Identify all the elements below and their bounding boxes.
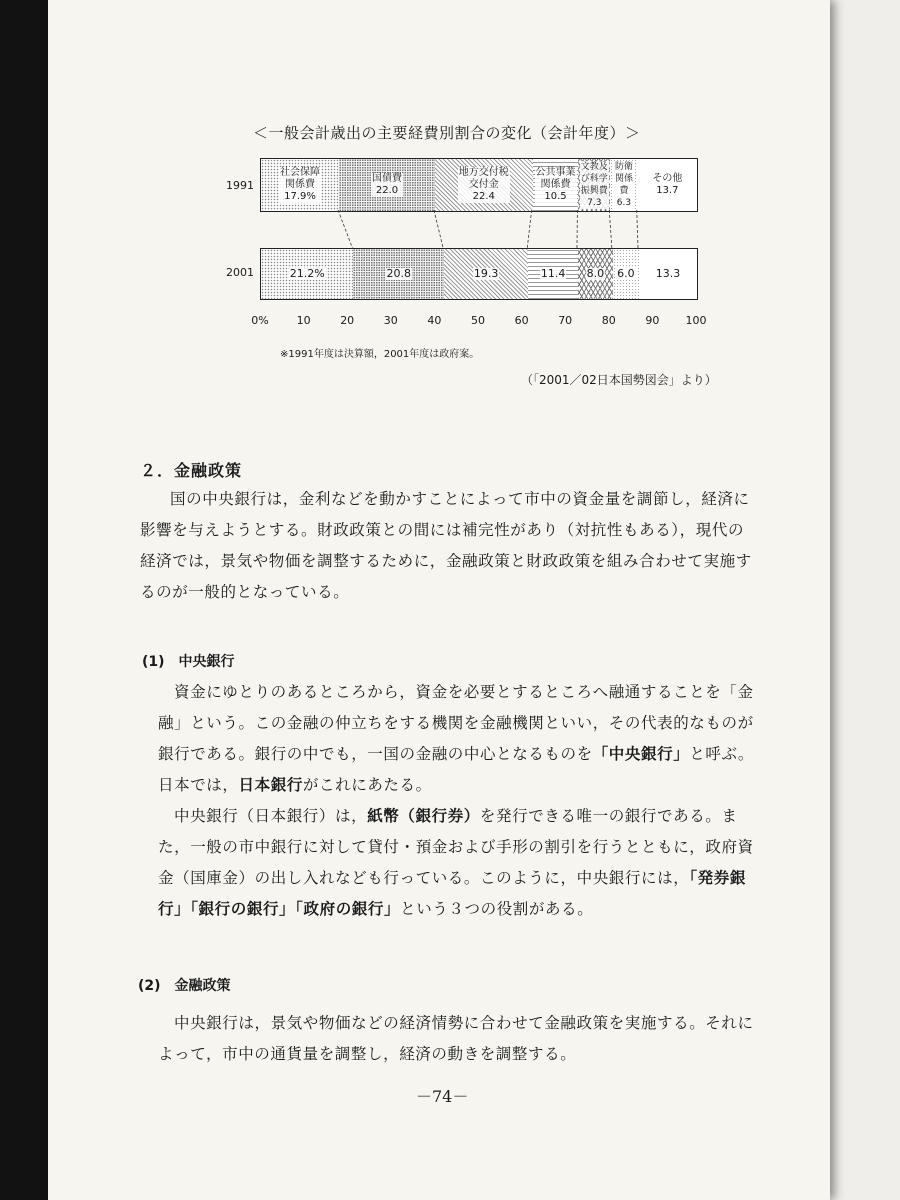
- bar-segment-1991-local-tax-grant: [435, 159, 534, 211]
- connector-line: [637, 210, 638, 248]
- x-tick-label: 100: [685, 314, 707, 327]
- subsection-1-heading: (1) 中央銀行: [142, 654, 235, 670]
- segment-label: 20.8: [386, 267, 412, 280]
- bar-segment-1991-defense: [610, 159, 638, 211]
- connector-line: [338, 210, 352, 248]
- bar-segment-2001-defense: [613, 249, 640, 299]
- segment-label: 8.0: [586, 267, 605, 280]
- bar-segment-2001-other: [639, 249, 697, 299]
- chart-title: ＜一般会計歳出の主要経費別割合の変化（会計年度）＞: [253, 124, 641, 142]
- document-page: [48, 0, 830, 1200]
- p1-text-c: と呼ぶ。日本では，: [158, 745, 755, 794]
- segment-label: 文教及 び科学 振興費 7.3: [580, 162, 608, 208]
- bar-segment-2001-education-science: [578, 249, 614, 299]
- connector-line: [434, 210, 443, 248]
- x-axis: [251, 314, 707, 330]
- bar-segment-2001-local-tax-grant: [444, 249, 529, 299]
- segment-label: 社会保障 関係費 17.9%: [280, 167, 321, 202]
- x-tick-label: 70: [558, 314, 573, 327]
- connector-line: [527, 210, 531, 248]
- p1-text-a: 資金にゆとりのあるところから，資金を必要とするところへ融通することを「金融」という。この金融の仲立ちをする機関を金融機関といい，その代表的なものが銀行である。銀行の中でも，一国の金融の中心となるものを: [158, 683, 754, 763]
- subsection-2-paragraph-text: 中央銀行は，景気や物価などの経済情勢に合わせて金融政策を実施する。それによって，市中の通貨量を調整し，経済の動きを調整する。: [158, 1014, 754, 1063]
- subsection-1-paragraph-2: [158, 801, 760, 925]
- segment-label: 19.3: [473, 267, 499, 280]
- bar-segment-1991-social-security: [261, 159, 340, 211]
- segment-label: その他 13.7: [652, 173, 683, 196]
- bar-segment-1991-other: [638, 159, 697, 211]
- subsection-1-paragraph-1: [158, 677, 760, 801]
- segment-label: 地方交付税 交付金 22.4: [458, 167, 509, 202]
- bar-segment-1991-national-debt: [339, 159, 436, 211]
- bar-segment-2001-national-debt: [353, 249, 445, 299]
- x-tick-label: 30: [383, 314, 398, 327]
- segment-label: 11.4: [540, 267, 566, 280]
- x-tick-label: 50: [471, 314, 485, 327]
- p1-bold-central-bank: 「中央銀行」: [592, 745, 690, 763]
- section-paragraph-text: 国の中央銀行は，金利などを動かすことによって市中の資金量を調節し，経済に影響を与えようとする。財政政策との間には補完性があり（対抗性もある），現代の経済では，景気や物価を調整するために，金融政策と財政政策を組み合わせて実施するのが一般的となっている。: [140, 490, 752, 601]
- x-tick-label: 90: [645, 314, 660, 327]
- x-tick-label: 20: [340, 314, 355, 327]
- chart-source: （「2001／02日本国勢図会」より）: [521, 373, 717, 387]
- segment-label: 防衛 関係 費 6.3: [614, 162, 633, 208]
- segment-label: 6.0: [617, 267, 635, 280]
- bar-segment-1991-public-works: [533, 159, 580, 211]
- p2-text-e: という３つの役割がある。: [400, 900, 594, 918]
- segment-label: 21.2%: [289, 267, 325, 280]
- p2-text-a: 中央銀行（日本銀行）は，: [174, 807, 368, 825]
- segment-label: 公共事業 関係費 10.5: [535, 167, 576, 202]
- bar-segment-2001-public-works: [528, 249, 579, 299]
- bar-segment-2001-social-security: [261, 249, 354, 299]
- segment-label: 13.3: [655, 267, 681, 280]
- connector-lines: [260, 210, 696, 248]
- subsection-2-heading: (2) 金融政策: [138, 978, 231, 994]
- year-label-2001: 2001: [226, 266, 254, 279]
- chart-note: ※1991年度は決算額，2001年度は政府案。: [280, 349, 480, 360]
- x-tick-label: 0%: [251, 314, 269, 327]
- subsection-2-paragraph: [158, 1008, 760, 1070]
- p2-bold-roles: 「発券銀行」「銀行の銀行」「政府の銀行」: [158, 869, 746, 918]
- x-tick-label: 10: [296, 314, 311, 327]
- bar-2001: [260, 248, 698, 300]
- p2-bold-banknotes: 紙幣（銀行券）: [367, 807, 480, 825]
- x-tick-label: 80: [601, 314, 616, 327]
- page-number: －74－: [416, 1087, 469, 1106]
- x-tick-label: 40: [427, 314, 442, 327]
- x-tick-label: 60: [514, 314, 529, 327]
- connector-line: [609, 210, 612, 248]
- bar-1991: [260, 158, 698, 212]
- section-paragraph: [140, 484, 760, 608]
- section-heading: ２．金融政策: [140, 461, 243, 480]
- p1-text-e: がこれにあたる。: [302, 776, 432, 794]
- p2-text-c: を発行できる唯一の銀行である。また，一般の市中銀行に対して貸付・預金および手形の割引を行うとともに，政府資金（国庫金）の出し入れなども行っている。このように，中央銀行には，: [158, 807, 754, 887]
- segment-label: 国債費 22.0: [371, 173, 402, 196]
- bar-segment-1991-education-science: [578, 159, 611, 211]
- year-label-1991: 1991: [226, 179, 254, 192]
- p1-bold-bank-of-japan: 日本銀行: [238, 776, 303, 794]
